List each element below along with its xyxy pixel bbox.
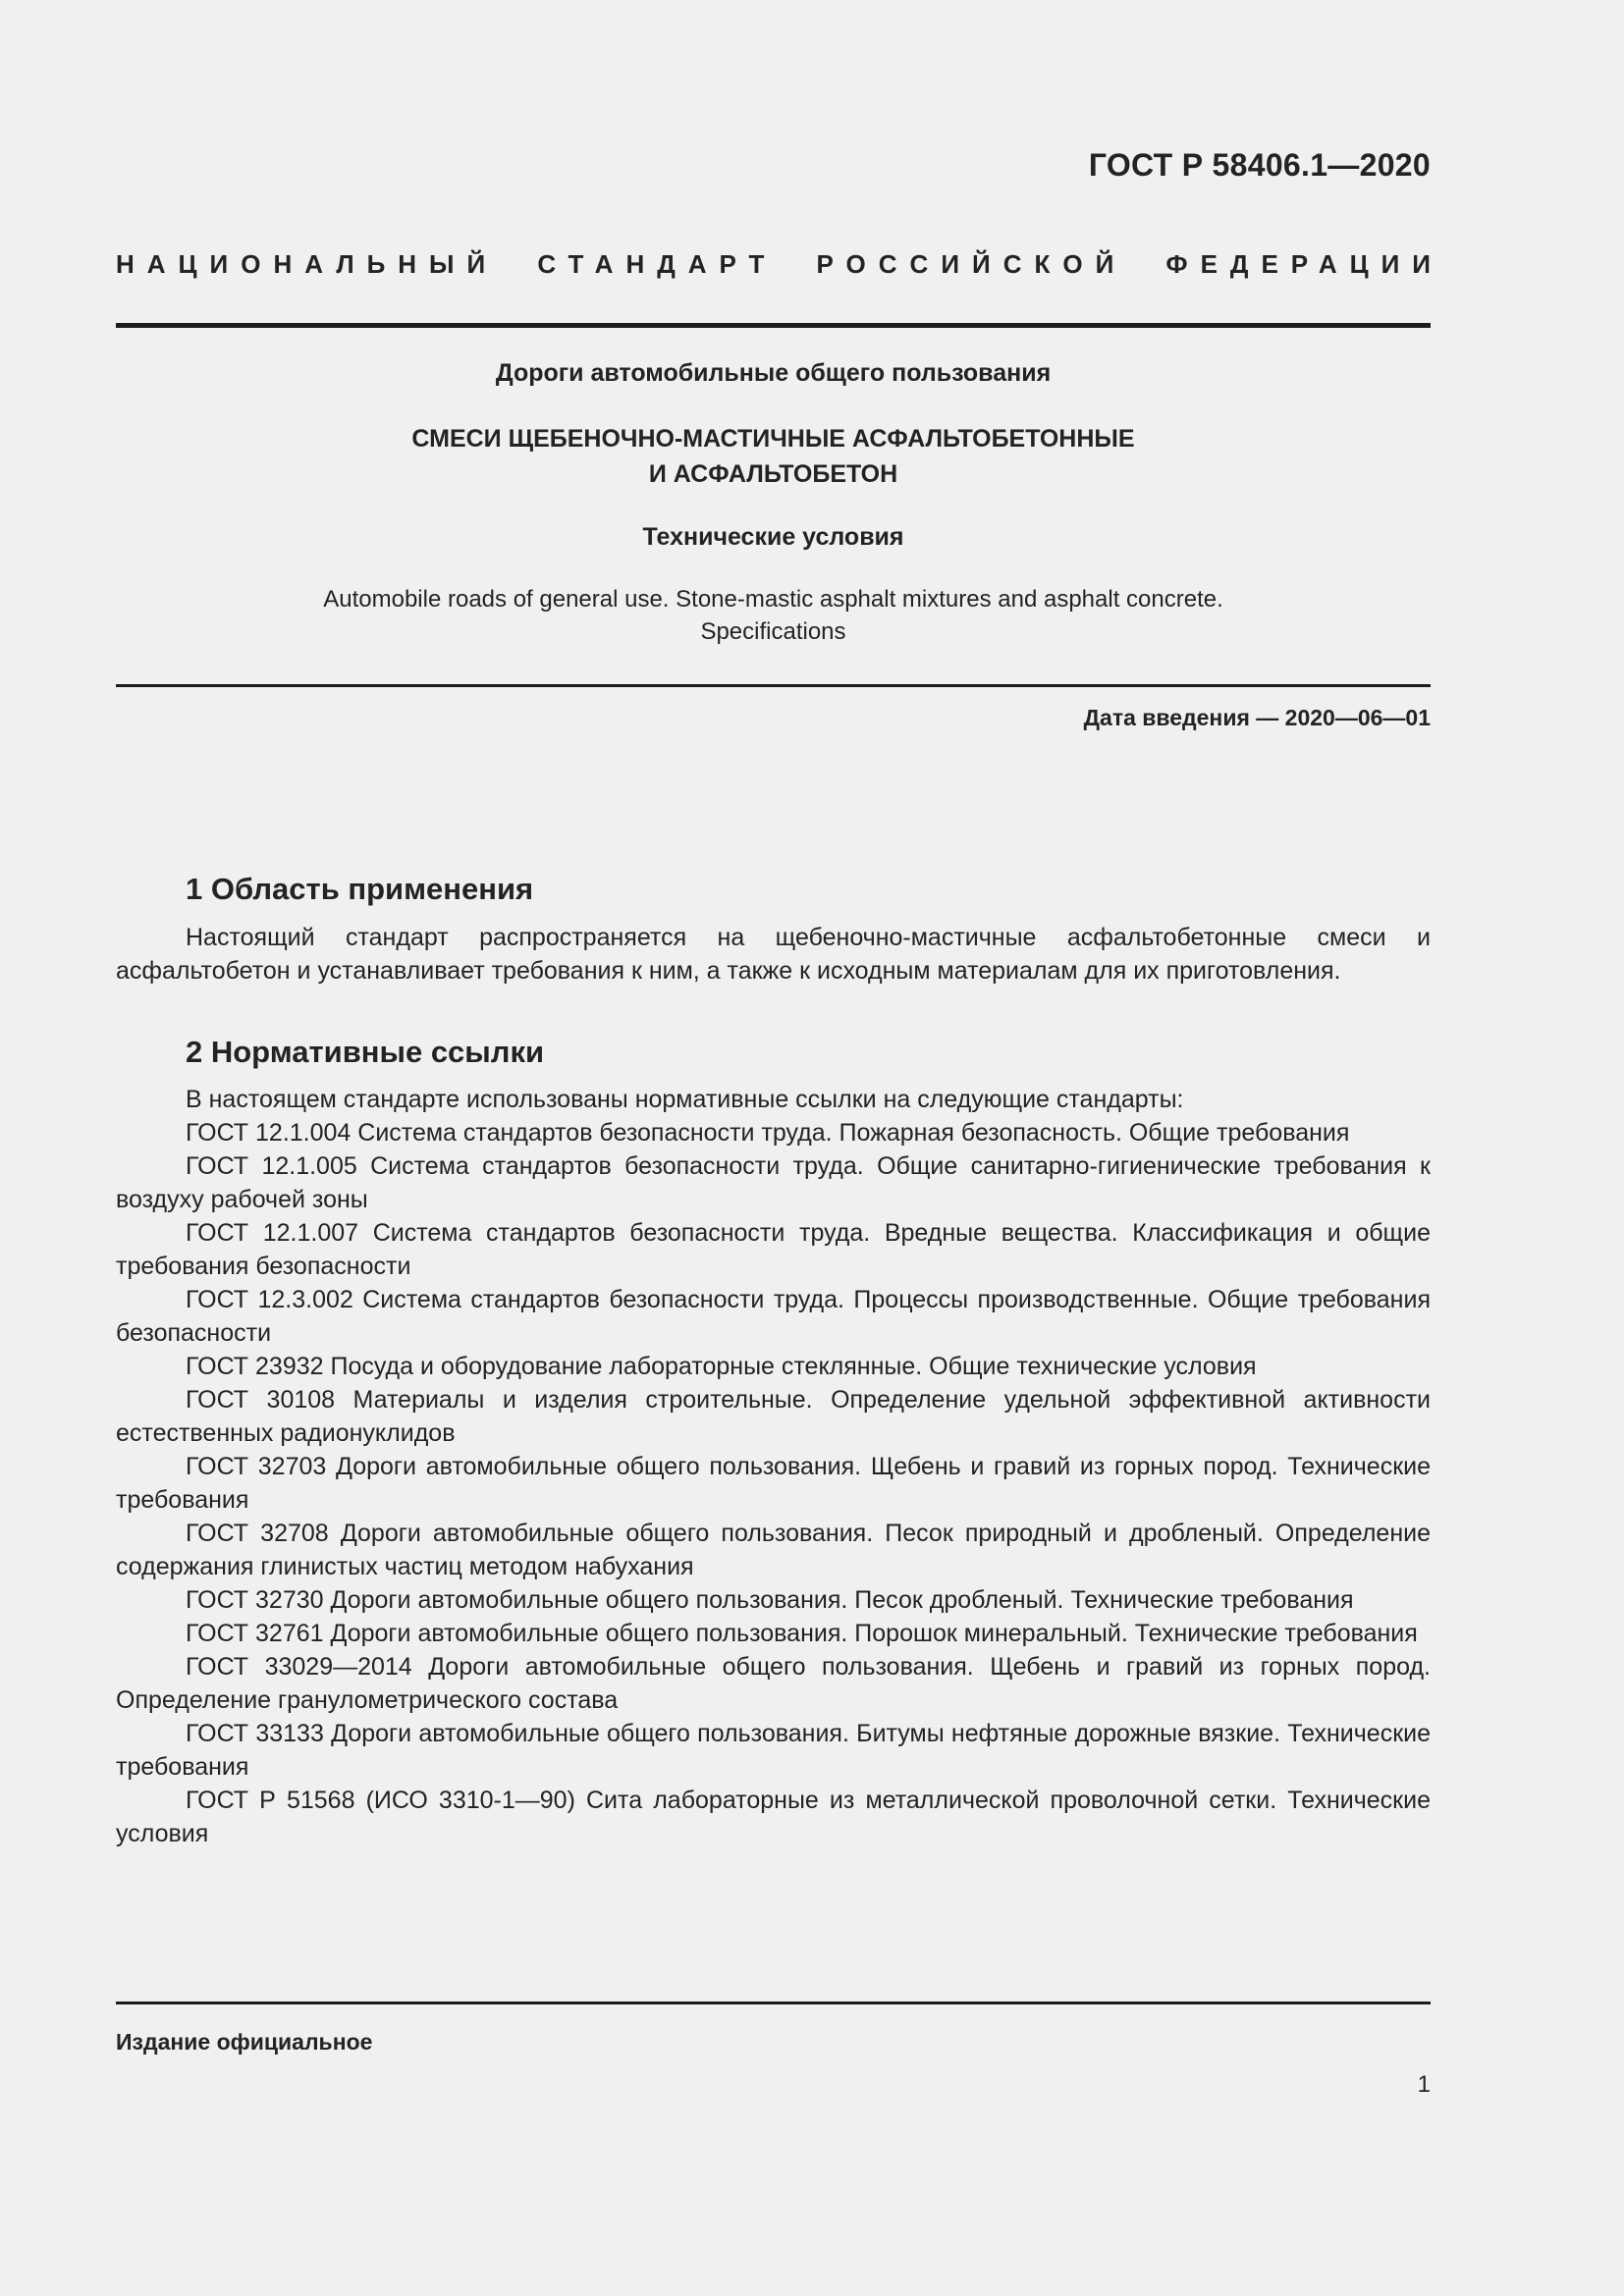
page-number: 1 <box>1417 2071 1431 2098</box>
reference-item: ГОСТ 12.1.007 Система стандартов безопасности труда. Вредные вещества. Классификация и общие требования безопасности <box>116 1219 1431 1280</box>
section-scope <box>116 872 1431 988</box>
section-normative-references <box>116 1035 1431 1850</box>
standard-number: ГОСТ Р 58406.1—2020 <box>1088 147 1431 183</box>
title-divider <box>116 684 1431 687</box>
paragraph: В настоящем стандарте использованы нормативные ссылки на следующие стандарты: <box>186 1086 1184 1113</box>
footer-divider <box>116 2002 1431 2004</box>
document-subtitle: Дороги автомобильные общего пользования <box>495 359 1052 387</box>
document-main-title <box>116 421 1431 492</box>
document-kind: Технические условия <box>642 523 904 551</box>
reference-item: ГОСТ 32730 Дороги автомобильные общего пользования. Песок дробленый. Технические требования <box>186 1586 1354 1614</box>
reference-item: ГОСТ 33133 Дороги автомобильные общего пользования. Битумы нефтяные дорожные вязкие. Технические требования <box>116 1720 1431 1781</box>
english-title-line: Automobile roads of general use. Stone-mastic asphalt mixtures and asphalt concrete. <box>323 586 1223 613</box>
reference-item: ГОСТ 32708 Дороги автомобильные общего пользования. Песок природный и дробленый. Определение содержания глинистых частиц методом набухания <box>116 1520 1431 1580</box>
section-title: 1 Область применения <box>186 872 534 906</box>
official-edition-label: Издание официальное <box>116 2029 373 2055</box>
reference-item: ГОСТ Р 51568 (ИСО 3310-1—90) Сита лабораторные из металлической проволочной сетки. Технические условия <box>116 1787 1431 1847</box>
reference-item: ГОСТ 30108 Материалы и изделия строительные. Определение удельной эффективной активности естественных радионуклидов <box>116 1386 1431 1447</box>
english-title-line: Specifications <box>700 618 846 645</box>
national-word: СТАНДАРТ <box>537 249 778 279</box>
national-word: ФЕДЕРАЦИИ <box>1165 249 1443 279</box>
national-word: НАЦИОНАЛЬНЫЙ <box>116 249 499 279</box>
national-word: РОССИЙСКОЙ <box>816 249 1127 279</box>
reference-item: ГОСТ 32761 Дороги автомобильные общего пользования. Порошок минеральный. Технические требования <box>186 1620 1418 1647</box>
paragraph: Настоящий стандарт распространяется на щебеночно-мастичные асфальтобетонные смеси и асфальтобетон и устанавливает требования к ним, а также к исходным материалам для их приготовления. <box>116 924 1431 985</box>
english-title <box>116 583 1431 648</box>
document-page <box>116 0 1443 2296</box>
introduction-date: Дата введения — 2020—06—01 <box>1083 705 1431 730</box>
reference-item: ГОСТ 12.1.005 Система стандартов безопасности труда. Общие санитарно-гигиенические требования к воздуху рабочей зоны <box>116 1152 1431 1213</box>
reference-item: ГОСТ 23932 Посуда и оборудование лабораторные стеклянные. Общие технические условия <box>186 1353 1257 1380</box>
header-divider <box>116 323 1431 328</box>
section-title: 2 Нормативные ссылки <box>186 1035 545 1069</box>
reference-item: ГОСТ 12.1.004 Система стандартов безопасности труда. Пожарная безопасность. Общие требования <box>186 1119 1350 1147</box>
reference-item: ГОСТ 12.3.002 Система стандартов безопасности труда. Процессы производственные. Общие требования безопасности <box>116 1286 1431 1347</box>
national-standard-heading <box>116 249 1443 280</box>
reference-item: ГОСТ 32703 Дороги автомобильные общего пользования. Щебень и гравий из горных пород. Технические требования <box>116 1453 1431 1514</box>
reference-item: ГОСТ 33029—2014 Дороги автомобильные общего пользования. Щебень и гравий из горных пород. Определение гранулометрического состава <box>116 1653 1431 1714</box>
main-title-line: И АСФАЛЬТОБЕТОН <box>648 460 898 488</box>
main-title-line: СМЕСИ ЩЕБЕНОЧНО-МАСТИЧНЫЕ АСФАЛЬТОБЕТОННЫЕ <box>411 425 1135 453</box>
